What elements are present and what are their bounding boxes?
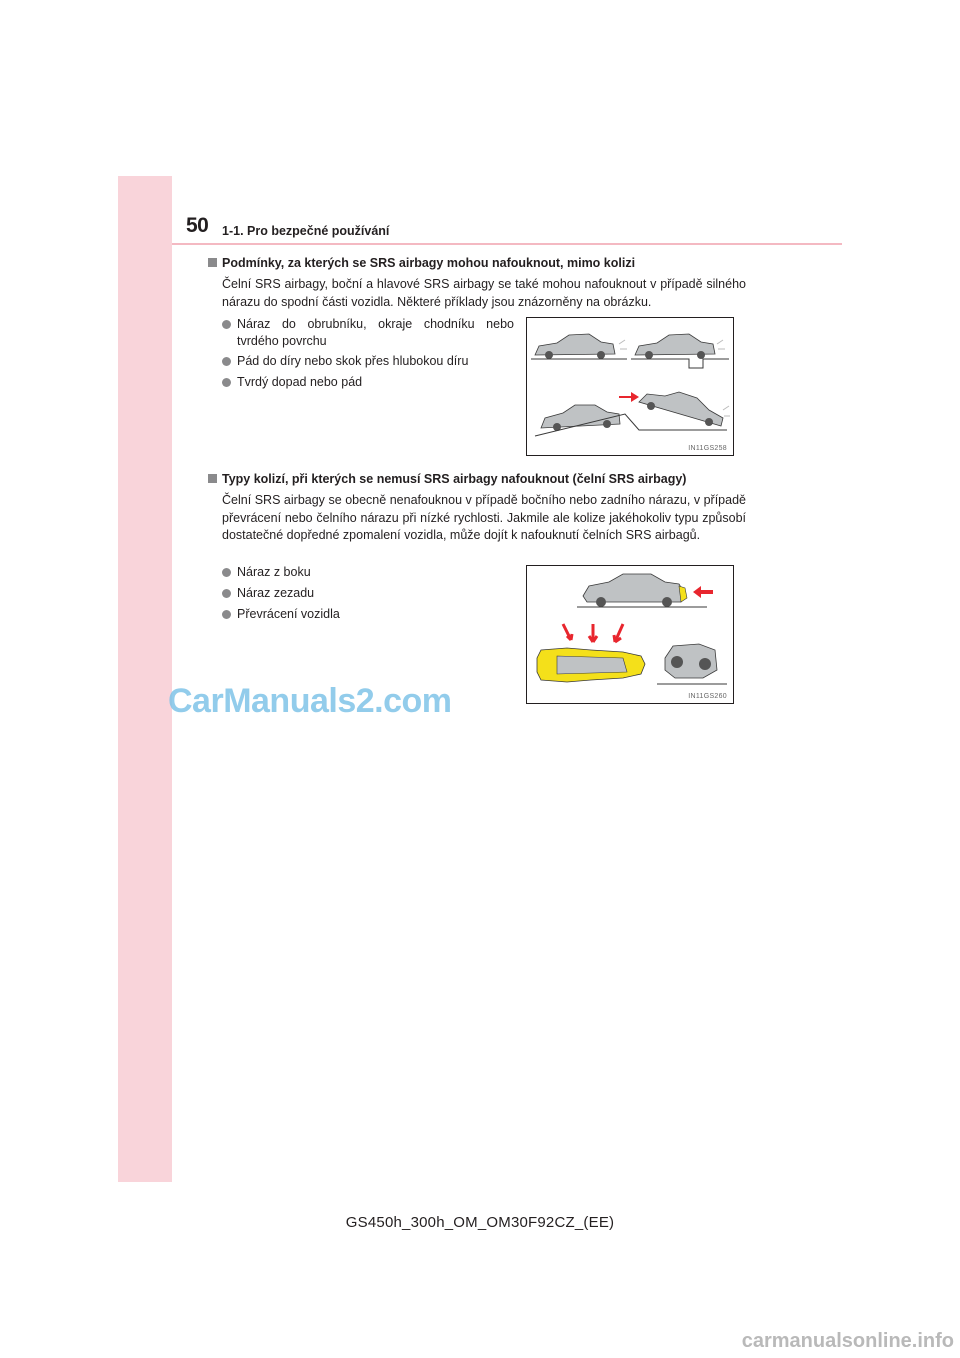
- underbody-impact-illustration: [527, 318, 733, 455]
- section1-bullet-2: [222, 353, 514, 370]
- figure-collision-types: [526, 565, 734, 704]
- bullet-text: Náraz do obrubníku, okraje chodníku nebo tvrdého povrchu: [237, 317, 514, 348]
- bullet-text: Tvrdý dopad nebo pád: [237, 375, 363, 389]
- bullet-text: Pád do díry nebo skok přes hlubokou díru: [237, 354, 469, 368]
- chapter-side-bar: [118, 176, 172, 1182]
- section2-bullet-3: [222, 606, 514, 623]
- collision-types-illustration: [527, 566, 733, 703]
- figure-underbody-impact: [526, 317, 734, 456]
- bullet-text: Náraz zezadu: [237, 586, 315, 600]
- section-title: 1-1. Pro bezpečné používání: [222, 224, 390, 238]
- section2-bullet-1: [222, 564, 514, 581]
- section2-paragraph: [222, 492, 746, 545]
- bullet-text: Náraz z boku: [237, 565, 311, 579]
- bullet-dot-icon: [222, 378, 231, 387]
- section1-paragraph: [222, 276, 746, 311]
- square-bullet-icon: [208, 474, 217, 483]
- square-bullet-icon: [208, 258, 217, 267]
- section1-heading-text: Podmínky, za kterých se SRS airbagy mohou nafouknout, mimo kolizi: [222, 256, 636, 270]
- page-number: 50: [186, 214, 209, 237]
- bullet-text: Převrácení vozidla: [237, 607, 340, 621]
- bullet-dot-icon: [222, 568, 231, 577]
- section1-bullet-1: [222, 316, 514, 350]
- section1-bullet-3: [222, 374, 514, 391]
- section2-paragraph-text: Čelní SRS airbagy se obecně nenafouknou v případě bočního nebo zadního nárazu, v případě převrácení nebo čelního nárazu při nízké rychlosti. Jakmile ale kolize jakéhokoliv typu způsobí dostatečné dopředné zpomalení vozidla, může dojít k nafouknutí čelních SRS airbagů.: [222, 493, 746, 542]
- footer-document-code: GS450h_300h_OM_OM30F92CZ_(EE): [345, 1214, 615, 1231]
- bullet-dot-icon: [222, 357, 231, 366]
- section1-paragraph-text: Čelní SRS airbagy, boční a hlavové SRS airbagy se také mohou nafouknout v případě silného nárazu do spodní části vozidla. Některé příklady jsou znázorněny na obrázku.: [222, 277, 746, 309]
- section2-bullet-2: [222, 585, 514, 602]
- watermark-carmanualsonline: carmanualsonline.info: [741, 1330, 954, 1352]
- bullet-dot-icon: [222, 610, 231, 619]
- figure-code: IN11GS260: [688, 693, 727, 700]
- section2-heading-text: Typy kolizí, při kterých se nemusí SRS airbagy nafouknout (čelní SRS airbagy): [222, 472, 687, 486]
- bullet-dot-icon: [222, 589, 231, 598]
- section1-heading: [208, 256, 635, 270]
- header-rule: [172, 243, 842, 245]
- section2-heading: [208, 472, 686, 486]
- watermark-carmanuals2: CarManuals2.com: [168, 682, 452, 720]
- figure-code: IN11GS258: [688, 445, 727, 452]
- bullet-dot-icon: [222, 320, 231, 329]
